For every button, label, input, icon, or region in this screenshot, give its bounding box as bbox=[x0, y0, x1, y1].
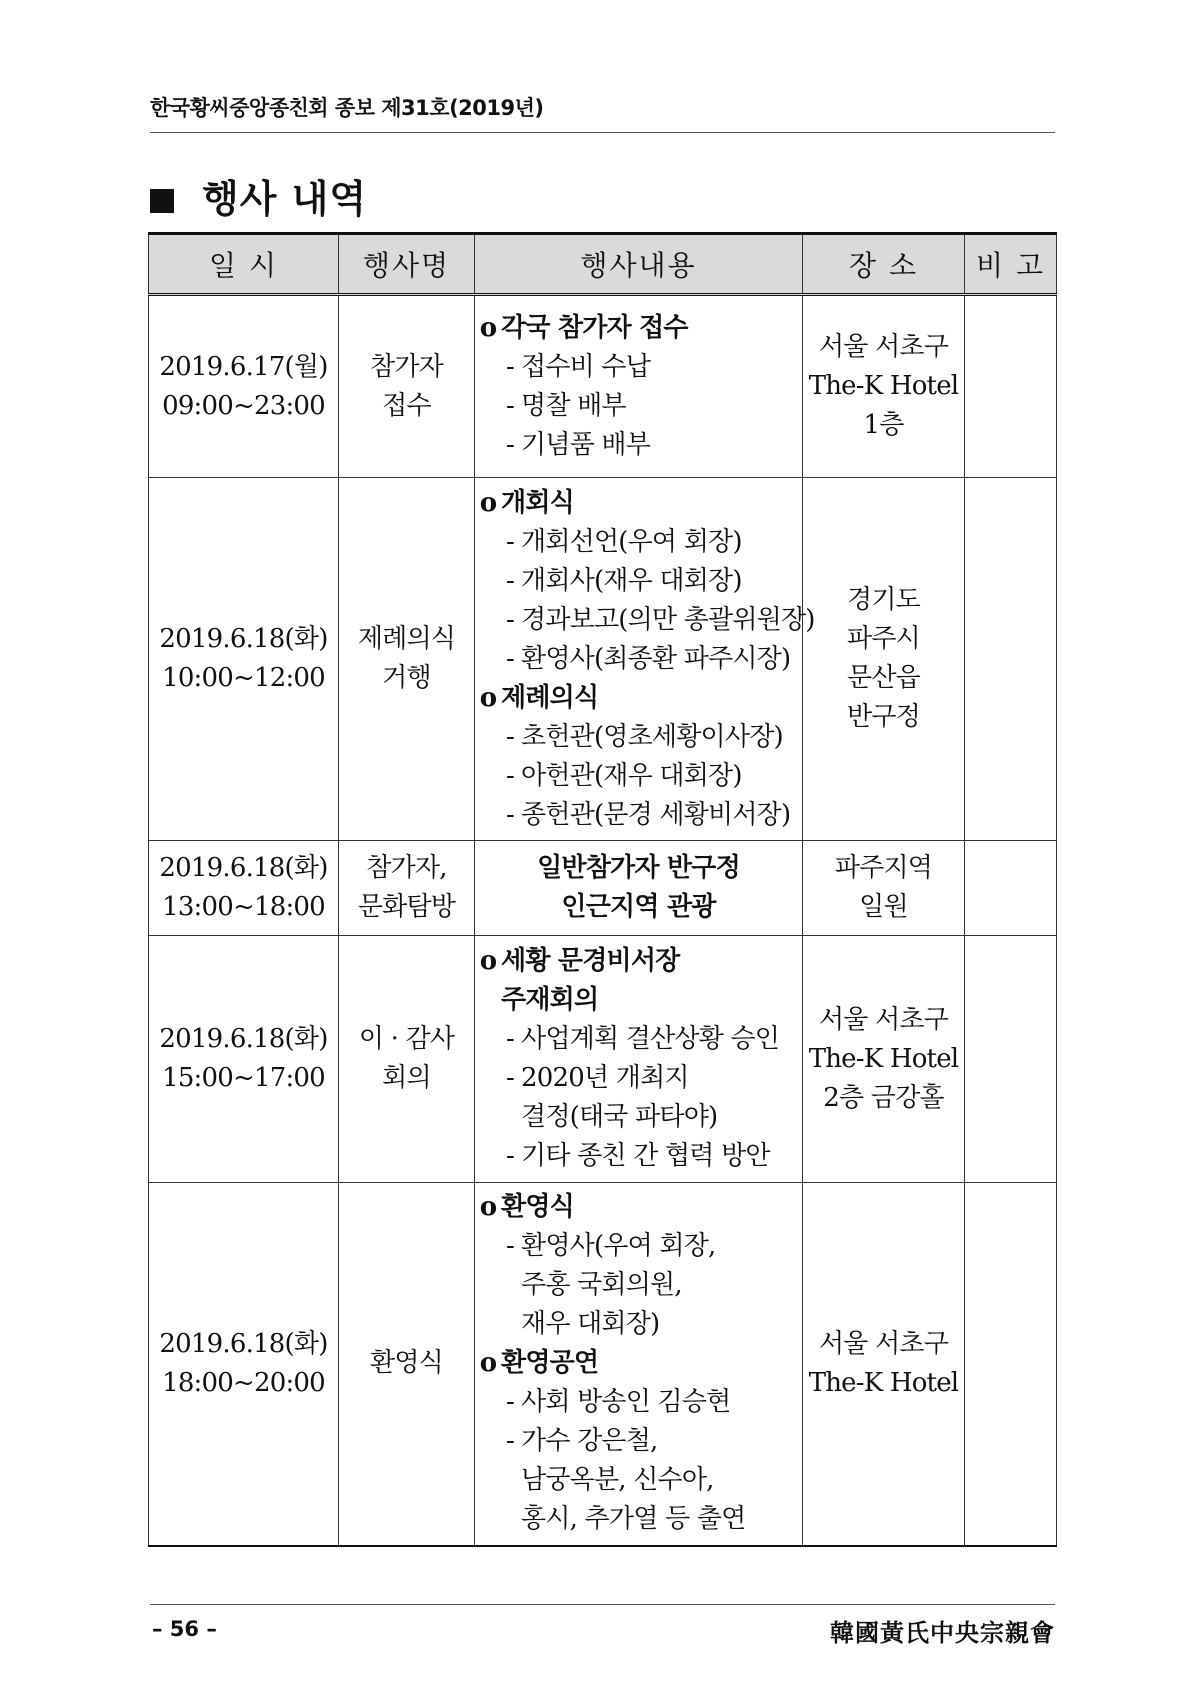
cell-place-line: The-K Hotel bbox=[808, 1367, 959, 1398]
cell-place-line: 파주지역 bbox=[834, 853, 933, 883]
cell-datetime-line: 2019.6.18(화) bbox=[159, 1024, 328, 1054]
column-header-event-name: 행사명 bbox=[339, 234, 475, 295]
content-item-text: 가수 강은철, bbox=[521, 1426, 658, 1457]
cell-place bbox=[803, 841, 965, 936]
cell-datetime-line: 2019.6.18(화) bbox=[159, 853, 328, 883]
cell-event-name bbox=[339, 478, 475, 841]
table-row bbox=[149, 478, 1057, 841]
content-item-text: 기타 종친 간 협력 방안 bbox=[521, 1141, 770, 1171]
cell-event-content bbox=[475, 1183, 803, 1546]
bullet-marker: o bbox=[479, 312, 497, 343]
indent-spacer bbox=[499, 1461, 521, 1500]
content-item bbox=[475, 426, 802, 465]
cell-datetime-line: 09:00~23:00 bbox=[162, 390, 325, 421]
content-item bbox=[475, 562, 802, 601]
dash-marker: - bbox=[506, 760, 514, 791]
bullet-marker: o bbox=[479, 487, 497, 518]
cell-event-name-line: 참가자, bbox=[366, 853, 447, 883]
content-item bbox=[475, 718, 802, 757]
cell-note bbox=[965, 841, 1057, 936]
cell-event-name-line: 회의 bbox=[382, 1063, 431, 1093]
indent-spacer bbox=[499, 1305, 521, 1344]
table-body bbox=[149, 295, 1057, 1546]
cell-datetime bbox=[149, 936, 339, 1183]
cell-event-name bbox=[339, 1183, 475, 1546]
table-row bbox=[149, 936, 1057, 1183]
cell-event-content bbox=[475, 936, 803, 1183]
cell-event-name-line: 환영식 bbox=[370, 1348, 443, 1379]
content-heading bbox=[475, 679, 802, 718]
content-item-continuation bbox=[475, 1500, 802, 1539]
content-item bbox=[475, 523, 802, 562]
indent-spacer bbox=[499, 1266, 521, 1305]
cell-event-name-line: 접수 bbox=[382, 390, 431, 421]
content-item-text: 환영사(우여 회장, bbox=[521, 1231, 716, 1262]
cell-place-line: 2층 금강홀 bbox=[823, 1082, 944, 1113]
cell-place-line: 서울 서초구 bbox=[818, 332, 949, 362]
content-heading-text: 주재회의 bbox=[501, 985, 599, 1015]
cell-place-line: The-K Hotel bbox=[808, 1043, 959, 1074]
cell-event-name-line: 이 · 감사 bbox=[358, 1024, 455, 1054]
column-header-event-content: 행사내용 bbox=[475, 234, 803, 295]
content-item bbox=[475, 601, 815, 640]
cell-place bbox=[803, 936, 965, 1183]
dash-marker: - bbox=[506, 604, 514, 635]
column-header-note: 비 고 bbox=[965, 234, 1057, 295]
square-bullet-icon bbox=[150, 189, 174, 213]
dash-marker: - bbox=[506, 429, 514, 460]
cell-note bbox=[965, 936, 1057, 1183]
cell-datetime bbox=[149, 295, 339, 478]
content-item-text: 종헌관(문경 세황비서장) bbox=[521, 799, 791, 830]
content-item bbox=[475, 1020, 802, 1059]
cell-note bbox=[965, 1183, 1057, 1546]
content-item-text: 명찰 배부 bbox=[521, 390, 626, 421]
content-plain-line: 일반참가자 반구정 bbox=[537, 853, 740, 883]
content-item-continuation bbox=[475, 1461, 802, 1500]
content-plain-line: 인근지역 관광 bbox=[561, 892, 716, 922]
content-item-text: 2020년 개최지 bbox=[521, 1063, 689, 1093]
cell-event-name-line: 거행 bbox=[382, 663, 431, 693]
content-item bbox=[475, 1059, 802, 1098]
cell-event-name bbox=[339, 295, 475, 478]
cell-place-line: 문산읍 bbox=[847, 663, 920, 693]
cell-datetime bbox=[149, 478, 339, 841]
bullet-marker: o bbox=[479, 1348, 497, 1379]
cell-place bbox=[803, 1183, 965, 1546]
content-heading bbox=[475, 981, 802, 1020]
content-heading bbox=[475, 942, 802, 981]
content-item-text: 재우 대회장) bbox=[521, 1309, 660, 1340]
dash-marker: - bbox=[506, 565, 514, 596]
content-item-text: 개회선언(우여 회장) bbox=[521, 526, 742, 557]
content-item-text: 사회 방송인 김승현 bbox=[521, 1387, 731, 1418]
page-number: – 56 – bbox=[152, 1617, 217, 1641]
content-heading bbox=[475, 1344, 802, 1383]
content-item-text: 아헌관(재우 대회장) bbox=[521, 760, 742, 791]
table-row bbox=[149, 295, 1057, 478]
cell-event-content bbox=[475, 841, 803, 936]
content-heading-text: 제례의식 bbox=[501, 682, 599, 713]
content-item bbox=[475, 387, 802, 426]
bullet-marker bbox=[475, 981, 501, 1020]
running-header: 한국황씨중앙종친회 종보 제31호(2019년) bbox=[150, 92, 1055, 133]
cell-place-line: 1층 bbox=[863, 410, 904, 440]
section-title bbox=[150, 168, 367, 223]
dash-marker: - bbox=[506, 1024, 514, 1054]
content-heading-text: 환영공연 bbox=[501, 1348, 599, 1379]
content-item bbox=[475, 1383, 802, 1422]
running-footer bbox=[150, 1604, 1055, 1653]
dash-marker: - bbox=[506, 351, 514, 382]
content-item-text: 환영사(최종환 파주시장) bbox=[521, 643, 791, 674]
cell-place-line: 파주시 bbox=[847, 624, 920, 654]
content-heading-text: 개회식 bbox=[501, 487, 574, 518]
content-item bbox=[475, 1137, 802, 1176]
cell-note bbox=[965, 295, 1057, 478]
content-item bbox=[475, 1422, 802, 1461]
cell-event-name-line: 참가자 bbox=[370, 351, 443, 382]
content-heading-text: 세황 문경비서장 bbox=[501, 946, 680, 976]
content-item bbox=[475, 757, 802, 796]
dash-marker: - bbox=[506, 1063, 514, 1093]
content-heading-text: 각국 참가자 접수 bbox=[501, 312, 688, 343]
indent-spacer bbox=[499, 1098, 521, 1137]
cell-datetime-line: 2019.6.17(월) bbox=[159, 351, 328, 382]
content-item-text: 사업계획 결산상황 승인 bbox=[521, 1024, 780, 1054]
dash-marker: - bbox=[506, 526, 514, 557]
cell-place-line: The-K Hotel bbox=[808, 371, 959, 401]
cell-place bbox=[803, 295, 965, 478]
content-item bbox=[475, 640, 802, 679]
organization-seal-text: 韓國黃氏中央宗親會 bbox=[830, 1618, 1055, 1647]
bullet-marker: o bbox=[479, 682, 497, 713]
table-row bbox=[149, 1183, 1057, 1546]
dash-marker: - bbox=[506, 1387, 514, 1418]
content-heading bbox=[475, 1188, 802, 1227]
cell-event-name-line: 문화탐방 bbox=[357, 892, 456, 922]
cell-place bbox=[803, 478, 965, 841]
dash-marker: - bbox=[506, 799, 514, 830]
cell-note bbox=[965, 478, 1057, 841]
content-item bbox=[475, 1227, 802, 1266]
bullet-marker: o bbox=[479, 1192, 497, 1223]
cell-datetime bbox=[149, 841, 339, 936]
cell-event-content bbox=[475, 478, 815, 841]
content-item bbox=[475, 796, 802, 835]
content-item-continuation bbox=[475, 1098, 802, 1137]
cell-datetime-line: 13:00~18:00 bbox=[162, 892, 325, 922]
cell-event-content bbox=[475, 295, 803, 478]
column-header-datetime: 일 시 bbox=[149, 234, 339, 295]
cell-place-line: 서울 서초구 bbox=[818, 1328, 949, 1359]
cell-place-line: 반구정 bbox=[847, 702, 920, 732]
content-item-text: 접수비 수납 bbox=[521, 351, 651, 382]
content-item-text: 남궁옥분, 신수아, bbox=[521, 1465, 714, 1496]
content-item-text: 경과보고(의만 총괄위원장) bbox=[521, 604, 815, 635]
column-header-place: 장 소 bbox=[803, 234, 965, 295]
dash-marker: - bbox=[506, 721, 514, 752]
content-item-text: 주홍 국회의원, bbox=[521, 1270, 682, 1301]
cell-place-line: 서울 서초구 bbox=[818, 1004, 949, 1035]
content-item-text: 개회사(재우 대회장) bbox=[521, 565, 742, 596]
dash-marker: - bbox=[506, 390, 514, 421]
cell-datetime-line: 2019.6.18(화) bbox=[159, 1328, 328, 1359]
content-heading bbox=[475, 484, 802, 523]
content-item-text: 초헌관(영초세황이사장) bbox=[521, 721, 783, 752]
cell-datetime-line: 2019.6.18(화) bbox=[159, 624, 328, 654]
content-item-text: 홍시, 추가열 등 출연 bbox=[521, 1504, 746, 1535]
events-table bbox=[148, 232, 1057, 1547]
cell-datetime-line: 15:00~17:00 bbox=[162, 1063, 325, 1093]
content-item-text: 기념품 배부 bbox=[521, 429, 651, 460]
content-heading-text: 환영식 bbox=[501, 1192, 574, 1223]
table-header-row bbox=[149, 234, 1057, 295]
cell-event-name-line: 제례의식 bbox=[357, 624, 456, 654]
cell-place-line: 경기도 bbox=[847, 585, 920, 615]
dash-marker: - bbox=[506, 643, 514, 674]
cell-event-name bbox=[339, 841, 475, 936]
dash-marker: - bbox=[506, 1231, 514, 1262]
table-row bbox=[149, 841, 1057, 936]
content-item bbox=[475, 348, 802, 387]
dash-marker: - bbox=[506, 1426, 514, 1457]
content-item-continuation bbox=[475, 1305, 802, 1344]
bullet-marker: o bbox=[479, 946, 497, 976]
content-item-continuation bbox=[475, 1266, 802, 1305]
cell-datetime-line: 10:00~12:00 bbox=[162, 663, 325, 693]
cell-datetime-line: 18:00~20:00 bbox=[162, 1367, 325, 1398]
content-item-text: 결정(태국 파타야) bbox=[521, 1102, 718, 1132]
cell-place-line: 일원 bbox=[859, 892, 908, 922]
indent-spacer bbox=[499, 1500, 521, 1539]
dash-marker: - bbox=[506, 1141, 514, 1171]
content-heading bbox=[475, 309, 802, 348]
cell-datetime bbox=[149, 1183, 339, 1546]
cell-event-name bbox=[339, 936, 475, 1183]
section-title-text: 행사 내역 bbox=[202, 177, 368, 221]
